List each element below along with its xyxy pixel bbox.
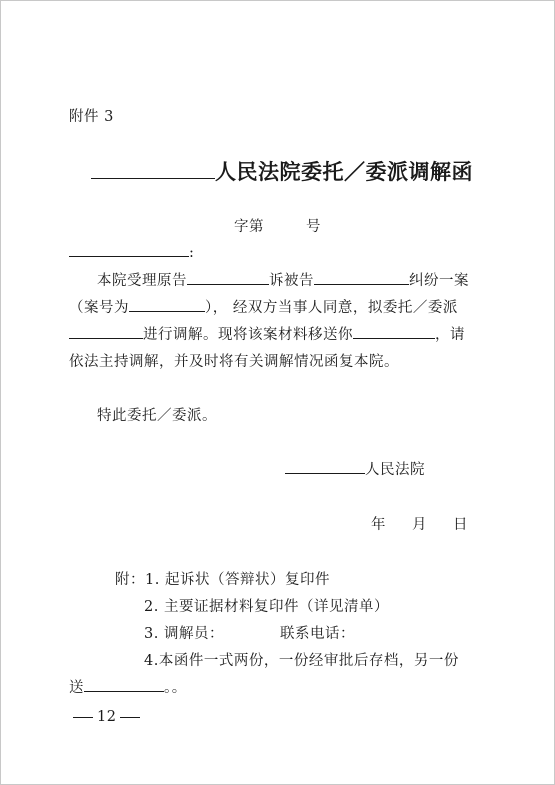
attachment-label: 附件 3 [69,109,114,125]
title-line [91,156,473,186]
recipient-blank [69,242,189,257]
salutation: : [69,242,194,261]
date-day: 日 [453,517,468,533]
defendant-blank [314,270,409,285]
plaintiff-blank [187,270,269,285]
doc-number-hao: 号 [306,219,321,235]
body-line-2: （案号为 ）， 经双方当事人同意，拟委托／委派 [69,296,458,317]
signature-court: 人民法院 [285,458,425,479]
signature-court-blank [285,459,365,474]
signature-date [371,513,468,534]
dash-right-icon [120,717,140,718]
attachment-item-2: 2. 主要证据材料复印件（详见清单） [144,599,389,615]
page-number: 12 [69,709,144,725]
body-line-3: 进行调解。现将该案材料移送你 ，请 [69,323,465,344]
attachment-item-4: 4.本函件一式两份，一份经审批后存档，另一份 [144,653,459,669]
attachment-item-4-cont: 送 。。 [69,676,187,697]
date-month: 月 [412,517,427,533]
send-to-blank [84,677,164,692]
court-name-blank [91,156,215,179]
doc-number [234,215,321,236]
closing-text: 特此委托／委派。 [97,408,217,424]
case-number-blank [129,297,205,312]
attachment-item-3: 3. 调解员： 联系电话： [144,626,355,642]
document-title: 人民法院委托／委派调解函 [215,159,473,184]
body-line-4: 依法主持调解，并及时将有关调解情况函复本院。 [69,354,399,370]
body-line-1: 本院受理原告 诉被告 纠纷一案 [97,269,469,290]
transfer-to-blank [353,324,435,339]
mediator-org-blank [69,324,143,339]
date-year: 年 [371,517,386,533]
attachment-item-1: 附：1. 起诉状（答辩状）复印件 [115,572,330,588]
doc-number-zi: 字第 [234,219,264,235]
dash-left-icon [73,717,93,718]
